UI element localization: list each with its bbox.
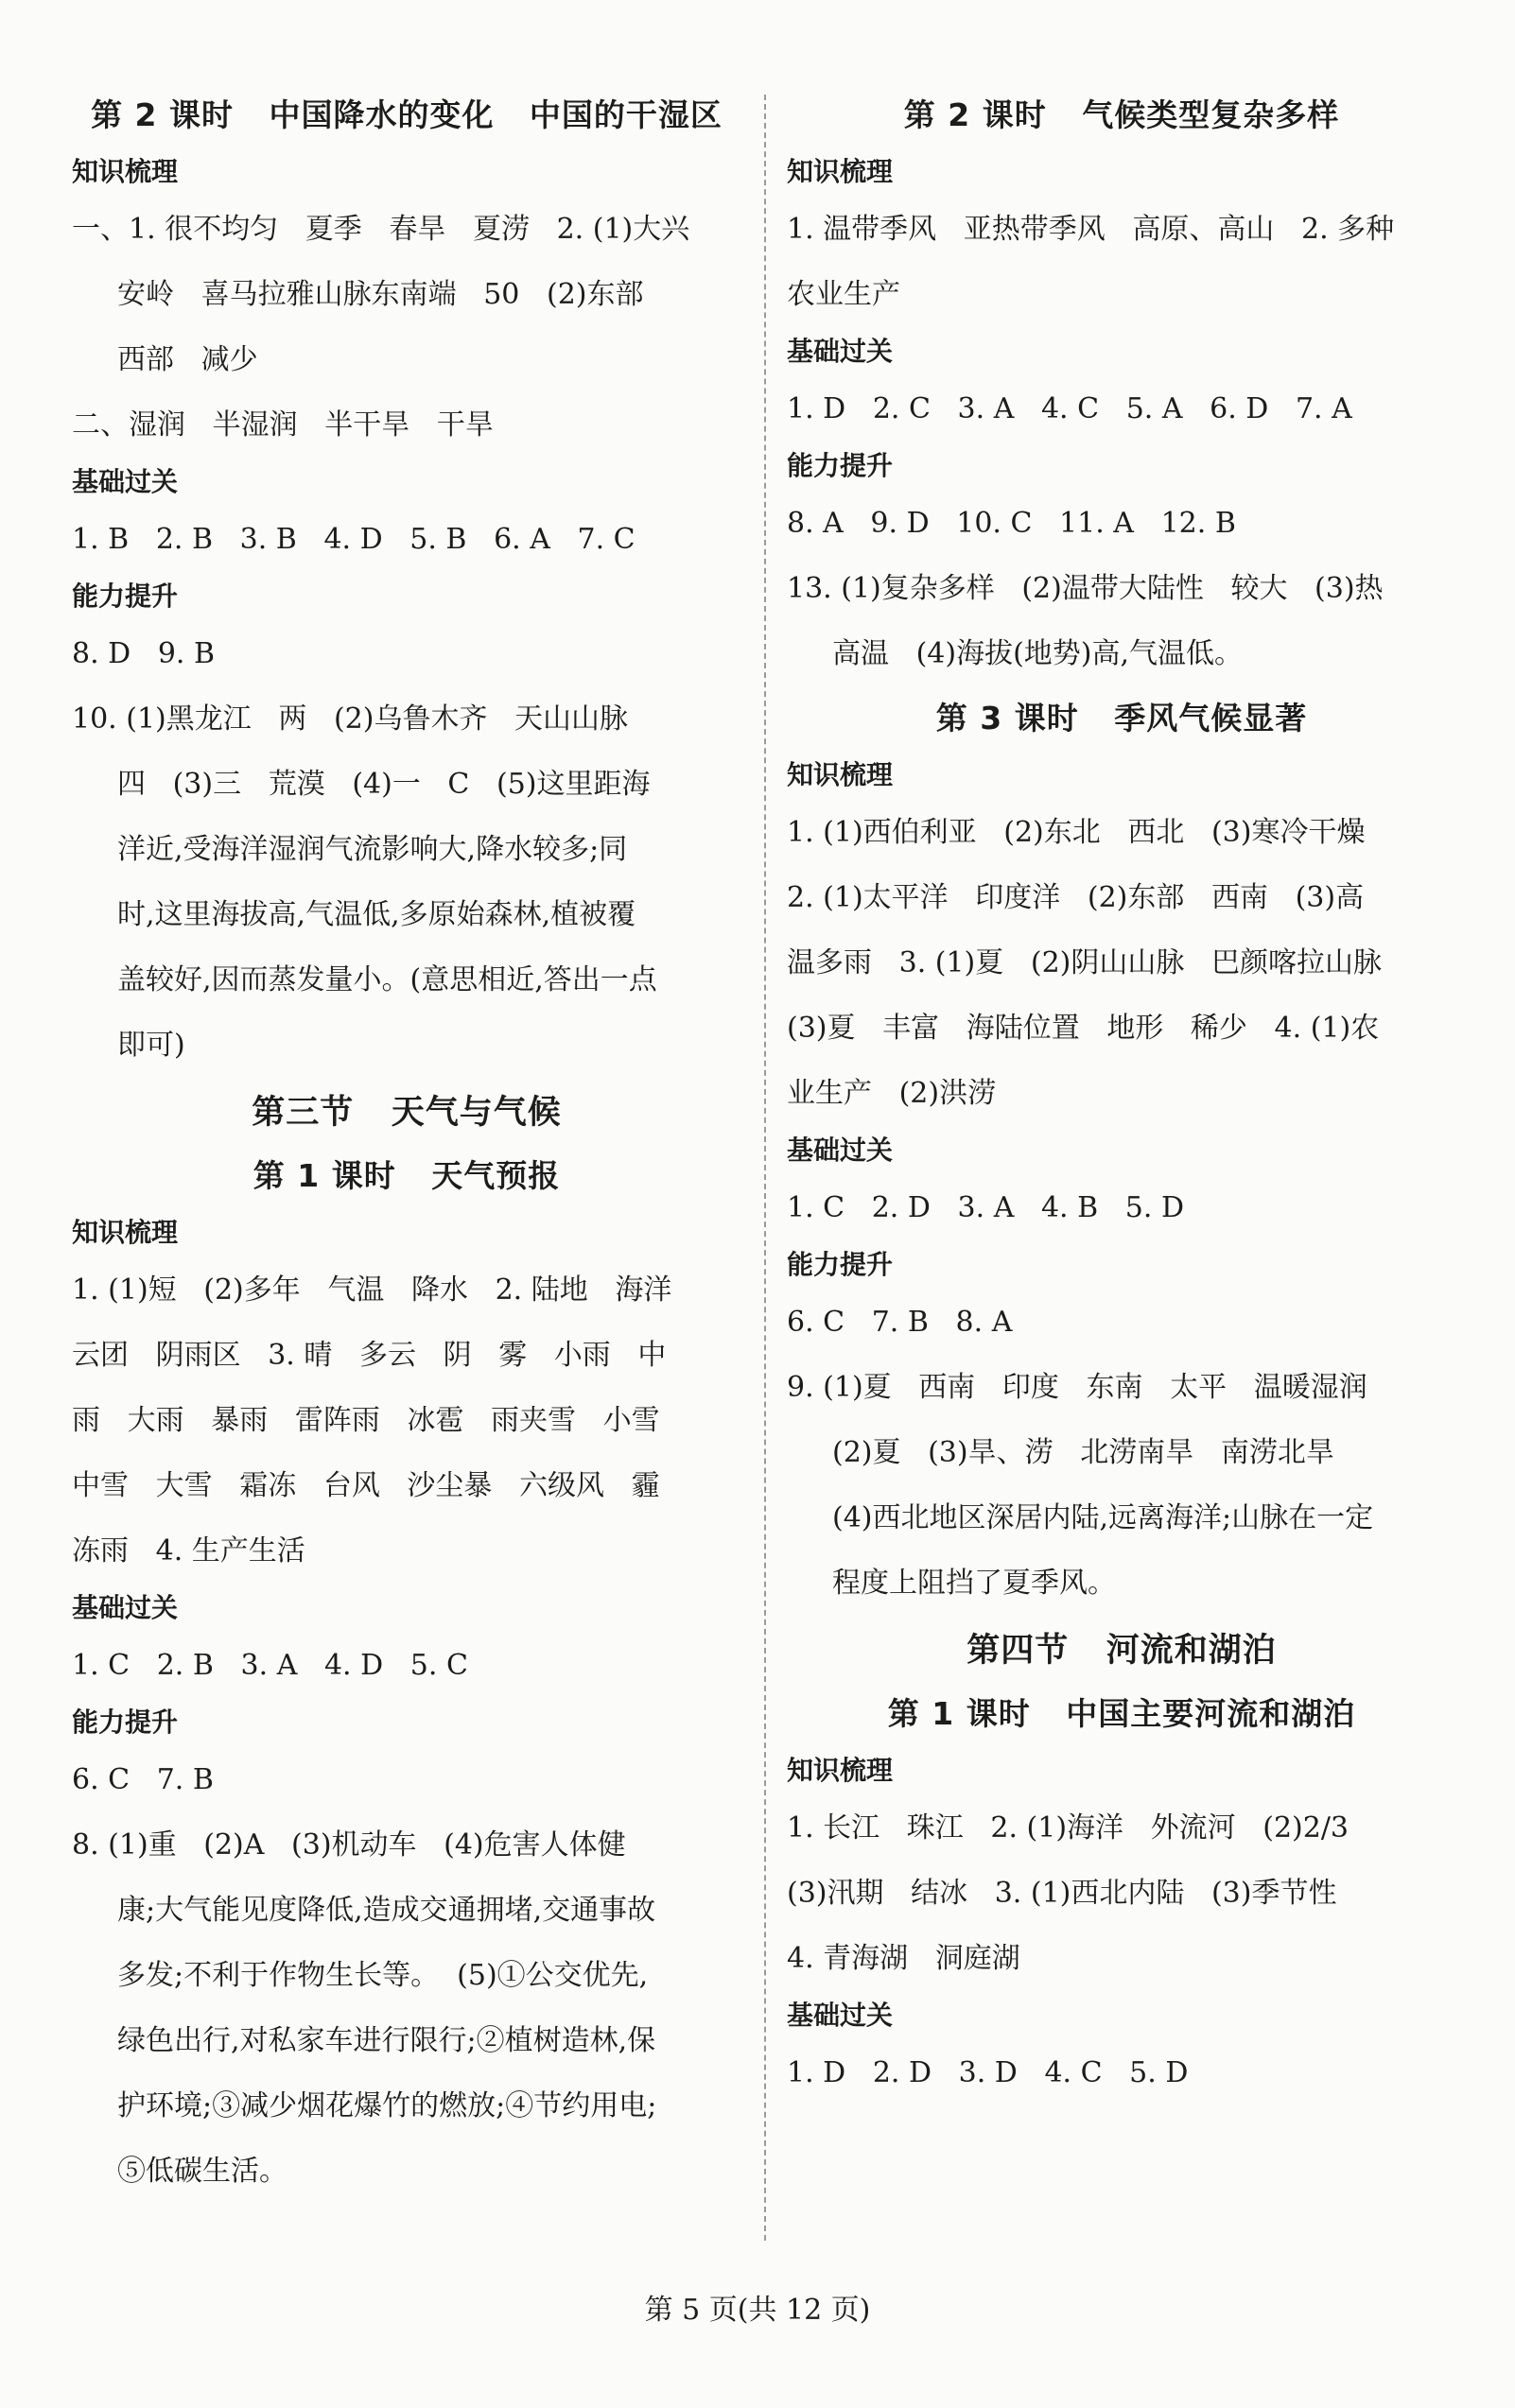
answer-line: 时,这里海拔高,气温低,多原始森林,植被覆 [117,898,636,931]
knowledge-heading: 知识梳理 [787,1755,894,1786]
answer-line: 康;大气能见度降低,造成交通拥堵,交通事故 [117,1894,656,1927]
basic-heading: 基础过关 [787,2000,894,2031]
answer-line: 1. (1)短 (2)多年 气温 降水 2. 陆地 海洋 [72,1273,672,1307]
lesson-title: 第 2 课时 气候类型复杂多样 [903,96,1340,133]
answer-line: 业生产 (2)洪涝 [787,1077,997,1110]
right-column [787,83,1456,2105]
answer-line: 雨 大雨 暴雨 雷阵雨 冰雹 雨夹雪 小雪 [72,1404,660,1437]
knowledge-heading: 知识梳理 [72,1217,179,1248]
answer-line: 绿色出行,对私家车进行限行;②植树造林,保 [117,2024,656,2057]
answer-line: 冻雨 4. 生产生活 [72,1534,305,1568]
answer-line: 6. C 7. B 8. A [787,1306,1013,1339]
answer-line: 1. D 2. C 3. A 4. C 5. A 6. D 7. A [787,392,1352,425]
knowledge-heading: 知识梳理 [72,156,179,187]
answer-line: 高温 (4)海拔(地势)高,气温低。 [832,637,1244,670]
answer-line: 6. C 7. B [72,1763,214,1796]
answer-line: 四 (3)三 荒漠 (4)一 C (5)这里距海 [117,768,651,801]
answer-line: 1. B 2. B 3. B 4. D 5. B 6. A 7. C [72,523,636,556]
answer-line: 云团 阴雨区 3. 晴 多云 阴 雾 小雨 中 [72,1339,667,1372]
ability-heading: 能力提升 [787,1249,894,1280]
knowledge-heading: 知识梳理 [787,156,894,187]
lesson-title: 第 1 课时 天气预报 [252,1157,561,1194]
answer-line: 1. 长江 珠江 2. (1)海洋 外流河 (2)2/3 [787,1811,1350,1845]
answer-line: 即可) [117,1029,185,1062]
answer-line: 二、湿润 半湿润 半干旱 干旱 [72,408,494,442]
left-column [72,83,741,2204]
answer-line: (4)西北地区深居内陆,远离海洋;山脉在一定 [832,1501,1374,1534]
answer-line: 2. (1)太平洋 印度洋 (2)东部 西南 (3)高 [787,881,1365,914]
answer-line: 盖较好,因而蒸发量小。(意思相近,答出一点 [117,963,657,996]
page-number-footer: 第 5 页(共 12 页) [644,2294,871,2327]
answer-line: (2)夏 (3)旱、涝 北涝南旱 南涝北旱 [832,1436,1334,1469]
lesson-title: 第 2 课时 中国降水的变化 中国的干湿区 [91,96,723,133]
section-title: 第四节 河流和湖泊 [966,1632,1277,1670]
answer-line: 9. (1)夏 西南 印度 东南 太平 温暖湿润 [787,1371,1367,1404]
basic-heading: 基础过关 [787,336,894,367]
answer-line: 8. (1)重 (2)A (3)机动车 (4)危害人体健 [72,1828,626,1862]
knowledge-heading: 知识梳理 [787,759,894,790]
column-divider [764,95,766,2241]
answer-line: 安岭 喜马拉雅山脉东南端 50 (2)东部 [117,278,644,311]
lesson-title: 第 3 课时 季风气候显著 [935,700,1308,736]
answer-line: 10. (1)黑龙江 两 (2)乌鲁木齐 天山山脉 [72,702,629,736]
answer-line: 多发;不利于作物生长等。 (5)①公交优先, [117,1959,649,1992]
answer-line: 西部 减少 [117,343,258,376]
ability-heading: 能力提升 [72,580,179,612]
answer-line: 8. D 9. B [72,637,216,670]
section-title: 第三节 天气与气候 [252,1094,562,1132]
basic-heading: 基础过关 [72,466,179,497]
answer-line: 中雪 大雪 霜冻 台风 沙尘暴 六级风 霾 [72,1469,660,1502]
answer-line: 8. A 9. D 10. C 11. A 12. B [787,507,1236,540]
answer-line: 1. C 2. D 3. A 4. B 5. D [787,1191,1184,1224]
answer-line: 一、1. 很不均匀 夏季 春旱 夏涝 2. (1)大兴 [72,213,690,246]
answer-line: 1. (1)西伯利亚 (2)东北 西北 (3)寒冷干燥 [787,816,1366,849]
answer-line: (3)夏 丰富 海陆位置 地形 稀少 4. (1)农 [787,1012,1380,1045]
answer-line: (3)汛期 结冰 3. (1)西北内陆 (3)季节性 [787,1877,1337,1910]
lesson-title: 第 1 课时 中国主要河流和湖泊 [887,1695,1356,1732]
answer-line: 13. (1)复杂多样 (2)温带大陆性 较大 (3)热 [787,572,1384,605]
answer-line: 温多雨 3. (1)夏 (2)阴山山脉 巴颜喀拉山脉 [787,946,1382,979]
basic-heading: 基础过关 [72,1592,179,1623]
answer-line: 4. 青海湖 洞庭湖 [787,1942,1020,1975]
answer-line: ⑤低碳生活。 [117,2155,287,2188]
answer-line: 农业生产 [787,278,900,311]
answer-line: 1. C 2. B 3. A 4. D 5. C [72,1649,468,1682]
answer-line: 1. D 2. D 3. D 4. C 5. D [787,2056,1189,2089]
ability-heading: 能力提升 [72,1706,179,1738]
basic-heading: 基础过关 [787,1135,894,1166]
answer-line: 程度上阻挡了夏季风。 [832,1567,1116,1600]
answer-line: 护环境;③减少烟花爆竹的燃放;④节约用电; [117,2089,657,2122]
answer-line: 洋近,受海洋湿润气流影响大,降水较多;同 [117,833,628,866]
ability-heading: 能力提升 [787,450,894,481]
answer-line: 1. 温带季风 亚热带季风 高原、高山 2. 多种 [787,213,1395,246]
